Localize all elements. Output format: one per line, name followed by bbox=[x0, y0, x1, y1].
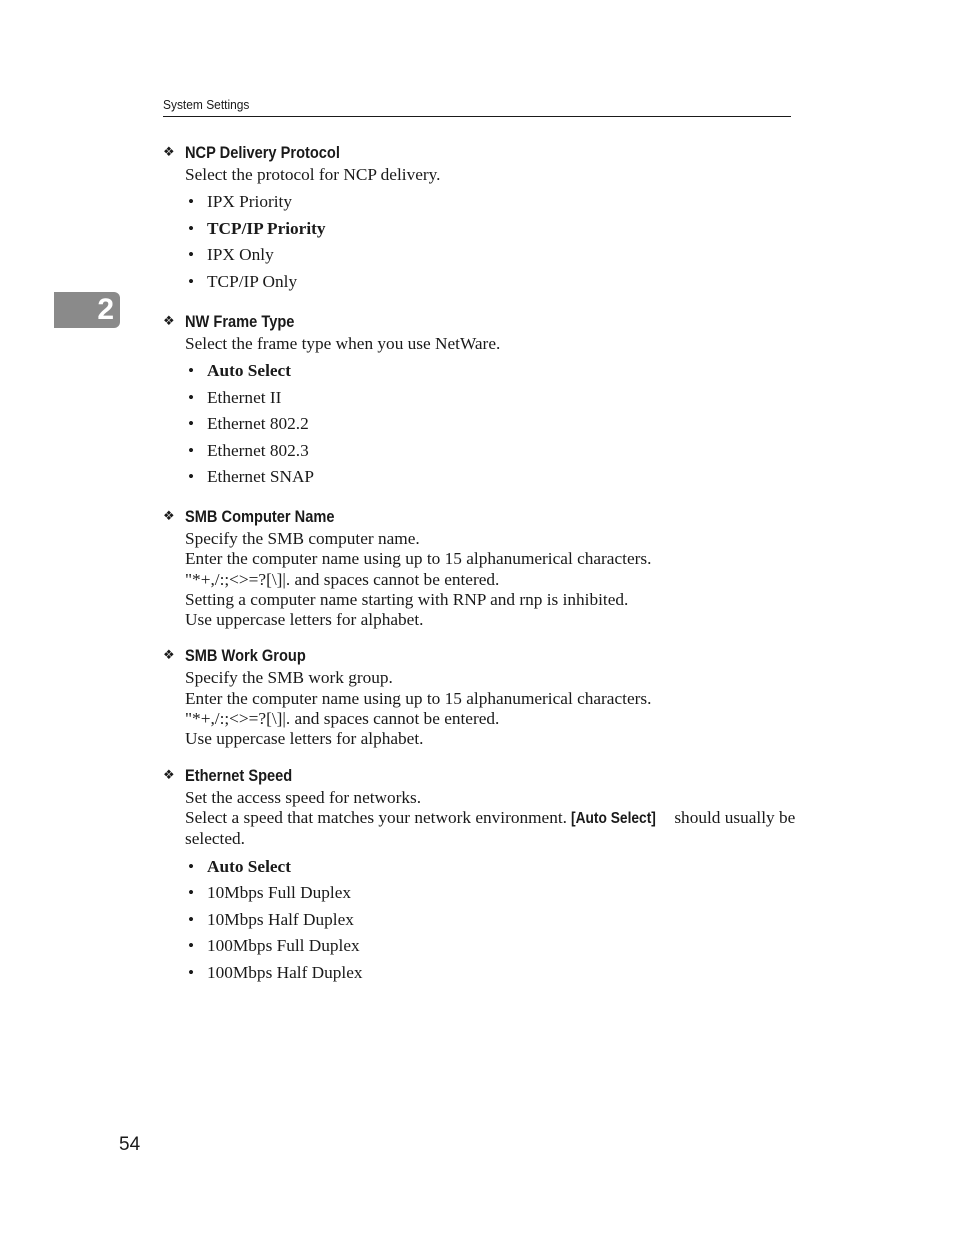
diamond-bullet-icon: ❖ bbox=[163, 145, 175, 160]
bullet-icon: • bbox=[188, 387, 195, 407]
page-content bbox=[163, 141, 803, 1000]
option-label: TCP/IP Priority bbox=[207, 218, 326, 238]
section-description bbox=[185, 668, 803, 749]
option-label: Ethernet SNAP bbox=[207, 467, 315, 487]
option-label: 100Mbps Half Duplex bbox=[207, 962, 363, 982]
section-title: NW Frame Type bbox=[185, 311, 295, 331]
option-label: Ethernet 802.2 bbox=[207, 414, 309, 434]
section-heading bbox=[163, 141, 803, 165]
diamond-bullet-icon: ❖ bbox=[163, 508, 175, 524]
chapter-number: 2 bbox=[97, 293, 114, 326]
bullet-icon: • bbox=[188, 414, 195, 434]
option-label: Auto Select bbox=[207, 856, 291, 876]
bullet-icon: • bbox=[188, 218, 195, 238]
description-line: Set the access speed for networks. bbox=[185, 787, 422, 807]
option-item bbox=[185, 411, 803, 438]
section-title: SMB Work Group bbox=[185, 646, 306, 666]
description-line: Select the protocol for NCP delivery. bbox=[185, 165, 441, 184]
section-title: Ethernet Speed bbox=[185, 765, 293, 785]
option-item bbox=[185, 438, 803, 465]
section-heading bbox=[163, 505, 803, 529]
page-number: 54 bbox=[119, 1134, 141, 1155]
section-description bbox=[185, 334, 803, 354]
description-line: Setting a computer name starting with RNP and rnp is inhibited. bbox=[185, 589, 629, 609]
option-item bbox=[185, 242, 803, 269]
chapter-tab bbox=[54, 292, 120, 328]
description-line: Specify the SMB work group. bbox=[185, 668, 393, 688]
section-heading bbox=[163, 644, 803, 668]
diamond-bullet-icon: ❖ bbox=[163, 313, 175, 329]
running-header-title: System Settings bbox=[163, 97, 250, 112]
diamond-bullet-icon: ❖ bbox=[163, 767, 175, 783]
bullet-icon: • bbox=[188, 883, 195, 903]
section-heading bbox=[163, 310, 803, 334]
option-item-default bbox=[185, 854, 803, 881]
section-description bbox=[185, 165, 803, 185]
option-label: IPX Priority bbox=[207, 192, 292, 212]
option-list bbox=[185, 189, 803, 295]
description-line: Enter the computer name using up to 15 alphanumerical characters. bbox=[185, 549, 652, 569]
section-title: SMB Computer Name bbox=[185, 506, 335, 526]
option-item bbox=[185, 385, 803, 412]
option-label: IPX Only bbox=[207, 245, 274, 265]
section-heading bbox=[163, 764, 803, 788]
description-line: "*+,/:;<>=?[\]|. and spaces cannot be entered. bbox=[185, 709, 500, 729]
bullet-icon: • bbox=[188, 245, 195, 265]
option-item bbox=[185, 880, 803, 907]
speed-note-before: Select a speed that matches your network environment. bbox=[185, 807, 567, 827]
option-label: Ethernet 802.3 bbox=[207, 440, 309, 460]
option-item-default bbox=[185, 216, 803, 243]
section-ncp-delivery-protocol bbox=[163, 141, 803, 296]
bullet-icon: • bbox=[188, 909, 195, 929]
running-header bbox=[163, 96, 791, 117]
section-title: NCP Delivery Protocol bbox=[185, 143, 340, 162]
option-label: 10Mbps Full Duplex bbox=[207, 883, 352, 903]
option-item bbox=[185, 933, 803, 960]
bullet-icon: • bbox=[188, 467, 195, 487]
option-item bbox=[185, 189, 803, 216]
option-label: 100Mbps Full Duplex bbox=[207, 936, 360, 956]
section-description bbox=[185, 788, 803, 850]
diamond-bullet-icon: ❖ bbox=[163, 648, 175, 664]
section-nw-frame-type bbox=[163, 310, 803, 491]
description-line: Enter the computer name using up to 15 alphanumerical characters. bbox=[185, 688, 652, 708]
description-line: Use uppercase letters for alphabet. bbox=[185, 729, 424, 749]
auto-select-key: [Auto Select] bbox=[571, 809, 657, 827]
bullet-icon: • bbox=[188, 936, 195, 956]
option-item-default bbox=[185, 358, 803, 385]
option-label: Ethernet II bbox=[207, 387, 282, 407]
bullet-icon: • bbox=[188, 360, 195, 380]
section-smb-computer-name bbox=[163, 505, 803, 630]
option-item bbox=[185, 907, 803, 934]
section-description bbox=[185, 529, 803, 630]
option-list bbox=[185, 854, 803, 987]
section-ethernet-speed bbox=[163, 764, 803, 987]
option-list bbox=[185, 358, 803, 491]
option-item bbox=[185, 960, 803, 987]
option-label: Auto Select bbox=[207, 360, 291, 380]
description-line: "*+,/:;<>=?[\]|. and spaces cannot be entered. bbox=[185, 569, 500, 589]
bullet-icon: • bbox=[188, 192, 195, 212]
option-item bbox=[185, 464, 803, 491]
bullet-icon: • bbox=[188, 856, 195, 876]
description-line: Specify the SMB computer name. bbox=[185, 528, 420, 548]
bullet-icon: • bbox=[188, 962, 195, 982]
speed-note-after: should usually be selected. bbox=[185, 807, 796, 849]
bullet-icon: • bbox=[188, 440, 195, 460]
bullet-icon: • bbox=[188, 272, 195, 292]
option-item bbox=[185, 269, 803, 296]
speed-note bbox=[185, 808, 803, 850]
option-label: TCP/IP Only bbox=[207, 272, 298, 292]
section-smb-work-group bbox=[163, 644, 803, 749]
description-line: Select the frame type when you use NetWare. bbox=[185, 333, 501, 353]
option-label: 10Mbps Half Duplex bbox=[207, 909, 354, 929]
description-line: Use uppercase letters for alphabet. bbox=[185, 610, 424, 630]
